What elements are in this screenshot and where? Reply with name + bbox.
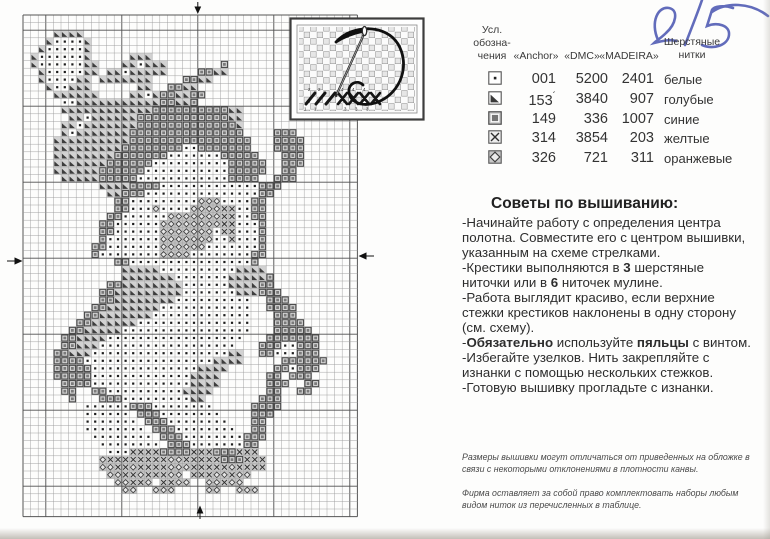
tip-item: -Готовую вышивку прогладьте с изнанки. [462,380,714,395]
canvas-weave [299,27,415,111]
legend-header-madeira: «MADEIRA» [599,50,659,62]
scan-shadow-right [763,0,770,539]
dot-symbol-icon [488,71,502,85]
legend-header-dmc: «DMC» [564,50,600,62]
diamond-symbol-icon [488,150,502,164]
tip-item: -Крестики выполняются в 3 шерстяные ниточки или в 6 ниточек мулине. [462,260,705,290]
embroidery-tips [462,215,754,395]
dmc-code: 721 [583,150,608,167]
stitch-number: 4 [341,87,344,92]
madeira-code: 2401 [621,71,654,87]
anchor-code: 153´ [528,90,556,109]
thread-color-name: синие [664,111,700,127]
stitch-number: 1 [314,106,317,112]
dmc-code: 3840 [575,90,608,107]
dmc-code: 336 [583,110,608,127]
anchor-code: 326 [531,150,556,167]
legend-header-wool-line1: Шерстяные [663,36,721,48]
stitch-number: 1 [304,106,307,112]
footnote-sizes: Размеры вышивки могут отличаться от приведенных на обложке в связи с некоторыми отклонениями в плотности канвы. [462,452,750,474]
stitch-number: 4 [352,87,355,92]
needle-eye [362,27,366,36]
madeira-code: 203 [629,130,654,147]
stitch-number: 3 [355,106,358,112]
dmc-code: 3854 [575,130,608,147]
thread-color-name: белые [664,72,703,87]
anchor-code: 314 [531,130,556,147]
footnote-threads: Фирма оставляет за собой право комплектовать наборы любым видом ниток из перечисленных в таблице. [462,488,739,510]
scan-shadow-bottom [0,528,770,539]
dmc-code: 5200 [575,71,608,87]
tip-item: -Избегайте узелков. Нить закрепляйте с изнанки с помощью нескольких стежков. [462,350,714,380]
stitch-number: 3 [344,106,347,112]
tip-item: -Обязательно используйте пяльцы с винтом. [462,335,751,350]
legend-symbols-header-line1: Усл. [481,24,503,36]
legend-symbols-header-line3: чения [477,50,507,62]
stitch-technique-inset [291,19,424,120]
ink-flourish [712,5,768,16]
center-arrow-top [194,7,201,15]
legend-symbols-header-line2: обозна- [473,37,511,49]
anchor-code: 001 [531,71,556,87]
thread-color-name: голубые [664,91,714,107]
anchor-code: 149 [531,110,556,127]
madeira-code: 907 [629,90,654,107]
cross-symbol-icon [488,130,502,144]
center-arrow-right [359,252,367,259]
pen-mark: ´ [552,90,556,102]
triangle-symbol-icon [488,91,502,105]
legend-header-anchor: «Anchor» [513,50,559,62]
center-arrow-left [15,257,23,264]
legend-header-wool [652,36,732,62]
tip-item: -Работа выглядит красиво, если верхние стежки крестиков наклонены в одну сторону (см. схему). [462,290,736,335]
legend-header-wool-line2: нитки [678,49,706,61]
stitch-number: 3 [366,106,369,112]
stitch-number: 4 [363,87,366,92]
stitch-number: 2 [308,87,311,92]
stitch-number: 2 [318,87,321,92]
square-symbol-icon [488,111,502,125]
tips-title: Советы по вышиванию: [491,195,679,212]
madeira-code: 311 [630,150,654,167]
thread-color-name: желтые [664,131,710,147]
tip-item: -Начинайте работу с определения центра полотна. Совместите его с центром вышивки, указанным на схеме стрелками. [462,215,746,260]
madeira-code: 1007 [621,110,654,127]
thread-color-name: оранжевые [664,151,733,167]
